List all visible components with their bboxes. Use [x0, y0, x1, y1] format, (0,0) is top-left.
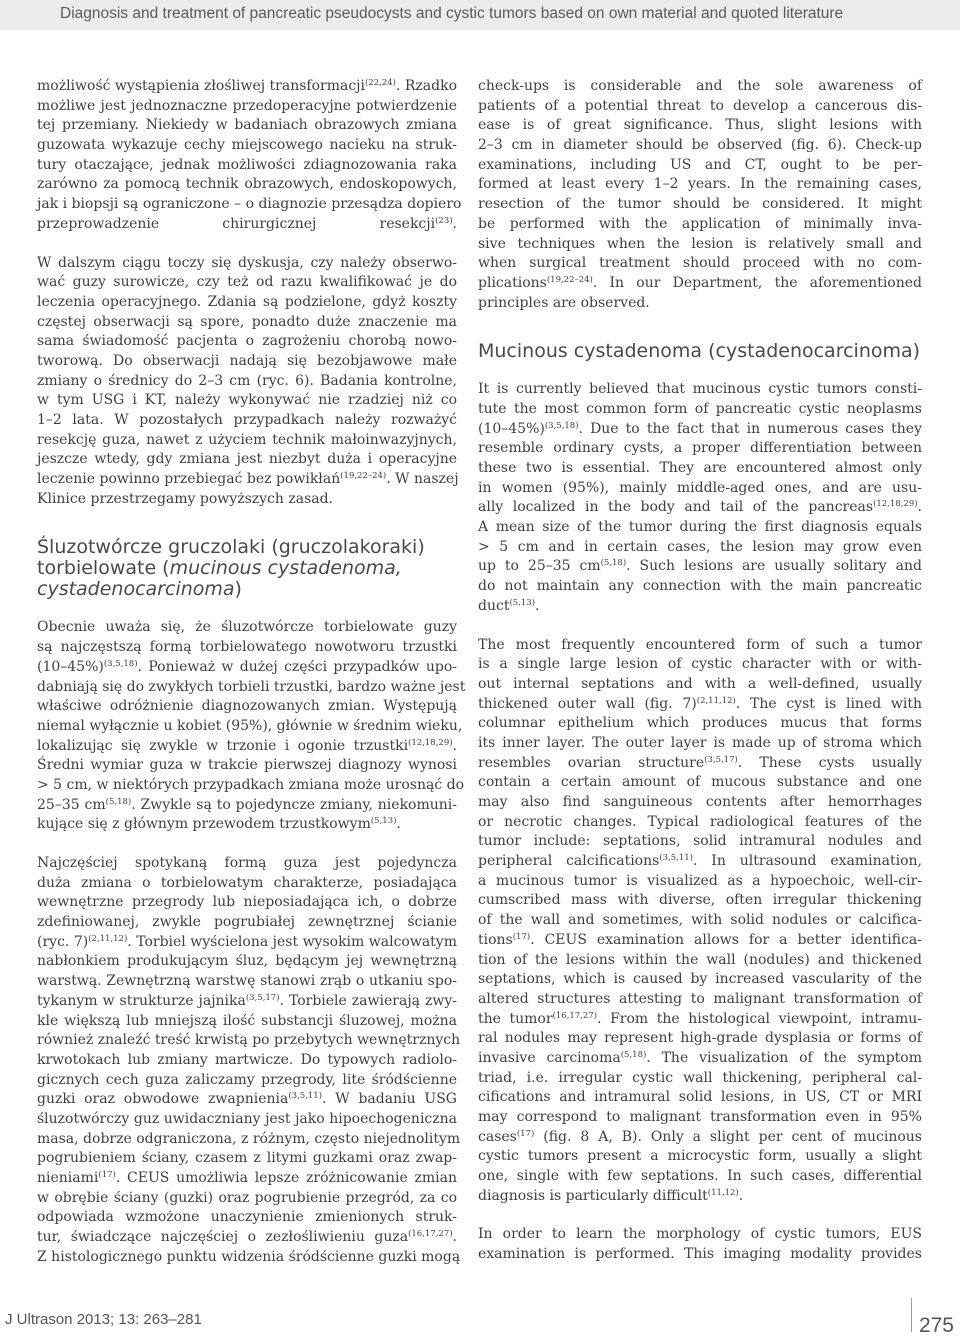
- text-segment: altered structures attesting to malignant transformation of: [478, 990, 922, 1007]
- text-segment: these two is essential. They are encountered almost only: [478, 460, 922, 476]
- text-line: [478, 911, 922, 931]
- text-line: [478, 156, 922, 176]
- heading-line: [37, 579, 457, 600]
- text-segment: kle większą lub mniejszą ilość substancji śluzowej, można: [37, 1012, 457, 1029]
- text-segment: It is currently believed that mucinous cystic tumors consti-: [478, 381, 922, 398]
- text-line: [478, 1108, 922, 1128]
- text-line: [478, 116, 922, 136]
- text-segment: .: [452, 737, 457, 754]
- text-line: [37, 776, 465, 796]
- text-segment: columnar epithelium which produces mucus that forms: [478, 715, 922, 732]
- citation-reference: (19,22–24): [340, 471, 387, 482]
- text-segment: możliwość wystąpienia złośliwej transformacji: [37, 78, 365, 94]
- text-line: [37, 697, 457, 717]
- text-segment: . CEUS examination allows for a better identifica-: [530, 931, 922, 948]
- text-line: [478, 1128, 922, 1148]
- text-segment: 1–2 lata. W pozostałych przypadkach należy rozważyć: [37, 412, 457, 428]
- left-column: [37, 77, 466, 1286]
- text-line: [478, 754, 922, 774]
- right-column: [478, 77, 922, 1284]
- text-line: [478, 793, 922, 813]
- text-segment: .: [917, 499, 922, 516]
- text-segment: (ryc. 7): [37, 933, 89, 950]
- text-segment: tion of the lesions within the wall (nodules) and thickened: [478, 951, 922, 968]
- text-segment: wewnętrzne przegrody lub nieposiadająca ich, o dobrze: [37, 894, 457, 911]
- text-line: [37, 116, 457, 136]
- text-segment: cystic tumors present a microcystic form, usually a slight: [478, 1148, 922, 1165]
- text-segment: kujące się z głównym przewodem trzustkowym: [37, 816, 371, 833]
- text-line: [37, 737, 457, 757]
- text-segment: .: [738, 1187, 744, 1204]
- text-segment: formed at least every 1–2 years. In the remaining cases,: [478, 176, 922, 193]
- heading-text-italic: mucinous cystadenoma,: [169, 557, 402, 580]
- text-line: [478, 380, 922, 400]
- text-segment: plications: [478, 274, 547, 291]
- text-line: [478, 714, 922, 734]
- text-segment: nieniami: [37, 1170, 99, 1186]
- text-line: [478, 557, 922, 577]
- text-segment: sive techniques when the lesion is relatively small and: [478, 235, 922, 252]
- text-line: [37, 293, 457, 313]
- text-segment: wać guzy surowicze, czy też od razu kwalifikować je do: [37, 274, 457, 291]
- text-line: [478, 235, 922, 255]
- text-segment: be performed with the application of minimally inva-: [478, 215, 922, 232]
- section-heading-polish: [37, 537, 457, 600]
- text-segment: tworową. Do obserwacji nadają się bezobjawowe małe: [37, 352, 457, 369]
- citation-reference: (12,18,29): [873, 499, 918, 510]
- text-line: [37, 796, 457, 816]
- journal-citation: J Ultrason 2013; 13: 263–281: [5, 1311, 202, 1328]
- text-segment: . Such lesions are usually solitary and: [626, 558, 922, 575]
- text-segment: gicznych cech guza zaliczamy przegrody, lite śródścienne: [37, 1071, 457, 1088]
- citation-reference: (16,17,27): [552, 1010, 598, 1021]
- text-line: [478, 577, 922, 597]
- text-segment: leczenie powinno przebiegać bez powikłań: [37, 471, 341, 488]
- text-segment: są najczęstszą formą torbielowatego nowotworu trzustki: [37, 639, 457, 656]
- text-line: [37, 658, 457, 678]
- citation-reference: (5,18): [620, 1049, 647, 1060]
- text-line: [478, 990, 922, 1010]
- text-line: [37, 1090, 457, 1110]
- text-segment: tumor include: septations, solid intramural nodules and: [478, 833, 922, 850]
- text-segment: .: [452, 1229, 457, 1246]
- text-segment: .: [452, 215, 457, 232]
- text-segment: nabłonkiem produkującym śluz, będącym jej wewnętrzną: [37, 953, 457, 970]
- text-line: [478, 1069, 922, 1089]
- text-segment: jeszcze wtedy, gdy zmiana jest niezbyt duża i operacyjne: [37, 451, 457, 468]
- text-line: [37, 391, 457, 411]
- text-segment: up to 25–35 cm: [478, 558, 601, 575]
- text-segment: contain a certain amount of mucous substance and one: [478, 774, 922, 791]
- text-segment: Z histologicznego punktu widzenia śródścienne guzki mogą: [37, 1248, 461, 1265]
- text-line: [478, 597, 922, 617]
- text-line: [478, 891, 922, 911]
- heading-text: torbielowate (: [37, 557, 170, 580]
- text-segment: > 5 cm and in certain cases, the lesion may grow even: [478, 538, 922, 555]
- text-segment: Obecnie uważa się, że śluzotwórcze torbielowate guzy: [37, 619, 457, 636]
- text-segment: tej przemiany. Niekiedy w badaniach obrazowych zmiana: [37, 117, 457, 134]
- text-line: [37, 490, 457, 510]
- text-line: [478, 1088, 922, 1108]
- text-segment: of the wall and sometimes, with solid nodules or calcifica-: [478, 912, 922, 929]
- text-segment: tykanym w strukturze jajnika: [37, 992, 246, 1009]
- text-line: [37, 913, 457, 933]
- text-line: [37, 1228, 457, 1248]
- paragraph: [37, 854, 461, 1267]
- text-segment: ease is of great significance. Thus, slight lesions with: [478, 117, 922, 134]
- text-line: [37, 450, 457, 470]
- text-segment: pogrubieniem ściany, czasem z litymi guzkami oraz zwap-: [37, 1150, 457, 1167]
- text-line: [37, 97, 457, 117]
- text-line: [37, 893, 457, 913]
- text-line: [478, 254, 922, 274]
- text-segment: jak i biopsji są ograniczone – o diagnozie przesądza dopiero: [37, 196, 462, 213]
- text-line: [37, 1149, 457, 1169]
- text-line: [37, 972, 457, 992]
- citation-reference: (17): [98, 1170, 116, 1180]
- text-line: [37, 1189, 457, 1209]
- text-line: [37, 1012, 457, 1032]
- citation-reference: (22,24): [364, 78, 396, 88]
- text-segment: resection of the tumor should be considered. It might: [478, 196, 922, 213]
- text-segment: ral nodules may represent high-grade dysplasia or forms of: [478, 1030, 922, 1047]
- text-line: [478, 400, 922, 420]
- text-line: [37, 352, 457, 372]
- text-segment: 25–35 cm: [37, 796, 106, 813]
- text-segment: > 5 cm, w niektórych przypadkach zmiana może urosnąć do: [37, 776, 465, 793]
- text-segment: odpowiada wzmożone unaczynienie zmienionych struk-: [37, 1209, 457, 1226]
- text-segment: dabniają się do zwykłych torbieli trzustki, bardzo ważne jest: [37, 678, 466, 695]
- text-segment: . Torbiele zawierają zwy-: [279, 992, 457, 1009]
- text-line: [37, 372, 457, 392]
- citation-reference: (12,18,29): [408, 737, 453, 748]
- text-segment: the tumor: [478, 1010, 553, 1027]
- text-segment: ally localized in the body and tail of the pancreas: [478, 499, 874, 516]
- text-segment: . Zwykle są to pojedyncze zmiany, niekomuni-: [131, 796, 457, 813]
- text-line: [37, 175, 457, 195]
- text-segment: masa, dobrze odgraniczona, z różnym, często niejednolitym: [37, 1130, 461, 1147]
- paragraph: [478, 636, 922, 1207]
- citation-reference: (3,5,18): [544, 420, 579, 431]
- text-segment: (fig. 8 A, B). Only a slight per cent of mucinous: [534, 1128, 922, 1145]
- heading-line: Mucinous cystadenoma (cystadenocarcinoma): [478, 340, 921, 363]
- citation-reference: (11,12): [707, 1187, 739, 1198]
- section-heading-english: [478, 341, 922, 362]
- text-line: [478, 518, 922, 538]
- text-line: [37, 854, 457, 874]
- text-line: [37, 77, 457, 97]
- heading-text-italic: cystadenocarcinoma: [37, 578, 235, 601]
- text-segment: możliwe jest jednoznaczne przedoperacyjne potwierdzenie: [37, 97, 457, 114]
- paragraph: [37, 77, 462, 235]
- text-segment: may also find sanguineous contents after hemorrhages: [478, 794, 922, 810]
- text-segment: diagnosis is particularly difficult: [478, 1187, 708, 1204]
- text-line: [37, 431, 457, 451]
- text-segment: niemal wyłącznie u kobiet (95%), głównie w średnim wieku,: [37, 717, 463, 734]
- text-segment: tury otaczające, jednak możliwości zdiagnozowania raka: [37, 156, 457, 173]
- citation-reference: (3,5,11): [659, 853, 693, 864]
- text-line: [478, 1167, 922, 1187]
- text-segment: śluzotwórczy guz uwidaczniany jest jako hipoechogeniczna: [37, 1110, 457, 1127]
- text-segment: peripheral calcifications: [478, 853, 660, 870]
- text-segment: is a single large lesion of cystic character with or with-: [478, 656, 922, 673]
- text-line: [478, 852, 922, 872]
- text-segment: w tym USG i KT, należy wykonywać nie rzadziej niż co: [37, 392, 457, 409]
- citation-reference: (23): [435, 215, 453, 226]
- text-segment: leczenia operacyjnego. Zdania są podzielone, gdyż koszty: [37, 293, 457, 310]
- text-segment: również znaleźć treść krwistą po przebytych wewnętrznych: [37, 1032, 461, 1049]
- text-line: [478, 951, 922, 971]
- text-segment: or necrotic changes. Typical radiological features of the: [478, 813, 922, 830]
- text-line: [478, 832, 922, 852]
- text-line: [478, 1049, 922, 1069]
- text-line: [478, 97, 922, 117]
- text-segment: . The cyst is lined with: [735, 695, 922, 712]
- citation-reference: (5,18): [105, 796, 132, 807]
- text-segment: duża zmiana o torbielowatym charakterze, posiadająca: [37, 874, 457, 891]
- text-segment: zdefiniowanej, zwykle pogrubiałej zewnętrznej ścianie: [37, 914, 457, 931]
- text-line: [478, 655, 922, 675]
- text-line: [478, 538, 922, 558]
- text-line: [37, 1169, 457, 1189]
- text-line: [478, 479, 922, 499]
- text-line: [478, 77, 922, 97]
- citation-reference: (5,13): [370, 816, 397, 827]
- text-segment: patients of a potential threat to develop a cancerous dis-: [478, 97, 922, 114]
- text-segment: do not maintain any connection with the main pancreatic: [478, 578, 922, 595]
- text-line: [37, 254, 457, 274]
- text-line: [37, 678, 466, 698]
- text-line: [478, 1245, 922, 1265]
- text-segment: . Torbiel wyścielona jest wysokim walcowatym: [127, 933, 457, 950]
- text-line: [37, 717, 463, 737]
- text-segment: . CEUS umożliwia lepsze zróżnicowanie zmian: [115, 1170, 457, 1186]
- text-segment: In order to learn the morphology of cystic tumors, EUS: [478, 1226, 922, 1243]
- citation-reference: (2,11,12): [88, 933, 128, 944]
- citation-reference: (19,22–24): [546, 274, 593, 285]
- text-segment: duct: [478, 597, 510, 614]
- text-line: [478, 195, 922, 215]
- text-segment: . In our Department, the aforementioned: [592, 274, 922, 291]
- text-segment: W dalszym ciągu toczy się dyskusja, czy należy obserwo-: [37, 254, 457, 271]
- text-line: [37, 215, 457, 235]
- text-segment: resemble ordinary cysts, a proper differentiation between: [478, 440, 922, 457]
- text-line: [478, 734, 922, 754]
- text-segment: resembles ovarian structure: [478, 754, 705, 771]
- text-line: [37, 273, 457, 293]
- text-line: [37, 815, 457, 835]
- text-line: [478, 675, 922, 695]
- text-segment: w obrębie ściany (guzki) oraz pogrubienie przegród, za co: [37, 1189, 457, 1206]
- text-segment: . Ponieważ w dużej części przypadków upo-: [137, 658, 457, 675]
- text-line: [37, 156, 457, 176]
- citation-reference: (2,11,12): [696, 695, 736, 706]
- text-segment: warstwą. Zewnętrzną warstwę stanowi zrąb o utkaniu spo-: [37, 973, 457, 990]
- paragraph: [37, 618, 466, 835]
- text-segment: invasive carcinoma: [478, 1049, 621, 1066]
- text-segment: właściwe odróżnienie diagnozowanych zmian. Występują: [37, 698, 457, 715]
- text-line: [478, 773, 922, 793]
- heading-text: ): [234, 578, 242, 601]
- text-line: [478, 1029, 922, 1049]
- text-line: [478, 294, 922, 314]
- text-segment: sama świadomość pacjenta o zagrożeniu chorobą nowo-: [37, 333, 457, 350]
- text-segment: Najczęściej spotykaną formą guza jest pojedyncza: [37, 855, 457, 871]
- heading-line: Śluzotwórcze gruczolaki (gruczolakoraki): [37, 536, 425, 559]
- text-line: [478, 1147, 922, 1167]
- text-line: [478, 136, 922, 156]
- paragraph: [478, 1225, 922, 1264]
- text-line: [478, 695, 922, 715]
- text-line: [37, 756, 457, 776]
- text-segment: tur, świadczące najczęściej o zezłośliwieniu guza: [37, 1229, 409, 1246]
- paragraph: [478, 77, 922, 313]
- text-line: [478, 498, 922, 518]
- citation-reference: (5,13): [509, 597, 536, 608]
- text-line: [37, 136, 457, 156]
- text-segment: . From the histological viewpoint, intramu-: [597, 1010, 923, 1027]
- text-line: [37, 470, 457, 490]
- citation-reference: (16,17,27): [408, 1229, 453, 1240]
- text-line: [478, 931, 922, 951]
- text-line: [37, 1248, 461, 1268]
- citation-reference: (3,5,11): [288, 1091, 323, 1102]
- text-segment: . These cysts usually: [737, 754, 922, 771]
- text-line: [37, 332, 457, 352]
- citation-reference: (3,5,17): [704, 754, 738, 765]
- text-line: [37, 411, 457, 431]
- text-segment: . Rzadko: [395, 78, 457, 94]
- text-line: [478, 175, 922, 195]
- running-header: [0, 0, 960, 30]
- text-line: [478, 1225, 922, 1245]
- text-line: [37, 195, 462, 215]
- text-line: [37, 313, 457, 333]
- text-segment: lokalizując się zwykle w trzonie i ogonie trzustki: [37, 737, 409, 754]
- text-line: [37, 1130, 461, 1150]
- text-line: [478, 970, 922, 990]
- text-segment: triad, i.e. irregular cystic wall thickening, peripheral cal-: [478, 1069, 922, 1086]
- text-line: [478, 439, 922, 459]
- text-segment: resekcję guza, nawet z użyciem technik małoinwazyjnych,: [37, 431, 457, 448]
- text-segment: krwotokach lub zmiany martwicze. Do typowych radiolo-: [37, 1051, 457, 1068]
- text-line: [478, 215, 922, 235]
- text-segment: thickened outer wall (fig. 7): [478, 695, 697, 712]
- text-line: [478, 1187, 922, 1207]
- text-line: [37, 1031, 461, 1051]
- text-segment: zmiany o średnicy do 2–3 cm (ryc. 6). Badania kontrolne,: [37, 372, 457, 389]
- citation-reference: (17): [512, 931, 531, 942]
- text-segment: (10–45%): [478, 420, 545, 437]
- text-segment: Klinice przestrzegamy powyższych zasad.: [37, 490, 334, 507]
- text-line: [37, 1110, 457, 1130]
- text-segment: częstej obserwacji są spore, ponadto duże znaczenie ma: [37, 313, 457, 330]
- page-number: 275: [918, 1314, 954, 1337]
- text-segment: one, single with few septations. In such cases, differential: [478, 1168, 922, 1185]
- text-segment: principles are observed.: [478, 294, 650, 311]
- text-line: [37, 618, 457, 638]
- text-segment: guzki oraz obwodowe zwapnienia: [37, 1091, 289, 1108]
- paragraph: [37, 254, 457, 510]
- text-line: [37, 992, 457, 1012]
- text-segment: when surgical treatment should proceed with no com-: [478, 255, 922, 272]
- text-segment: . W badaniu USG: [322, 1091, 457, 1108]
- text-segment: guzowata wykazuje cechy miejscowego nacieku na struk-: [37, 137, 457, 154]
- text-segment: a mucinous tumor is visualized as a hypoechoic, well-cir-: [478, 872, 922, 889]
- text-segment: . In ultrasound examination,: [692, 853, 922, 870]
- text-segment: zarówno za pomocą technik obrazowych, endoskopowych,: [37, 176, 457, 193]
- citation-reference: (3,5,18): [103, 658, 138, 669]
- text-line: [37, 952, 457, 972]
- text-line: [478, 1010, 922, 1030]
- text-line: [478, 274, 922, 294]
- text-segment: in women (95%), mainly middle-aged ones, and are usu-: [478, 479, 922, 496]
- text-line: [478, 459, 922, 479]
- text-segment: (10–45%): [37, 658, 104, 675]
- text-segment: .: [535, 597, 540, 614]
- text-segment: tute the most common form of pancreatic cystic neoplasms: [478, 400, 922, 417]
- text-segment: przeprowadzenie chirurgicznej resekcji: [37, 215, 436, 232]
- text-line: [37, 933, 457, 953]
- citation-reference: (5,18): [600, 558, 627, 569]
- text-line: [37, 1208, 457, 1228]
- text-line: [478, 813, 922, 833]
- citation-reference: (17): [516, 1128, 535, 1139]
- text-segment: check-ups is considerable and the sole awareness of: [478, 78, 922, 94]
- text-segment: cases: [478, 1128, 517, 1145]
- text-segment: may correspond to malignant transformation even in 95%: [478, 1109, 922, 1125]
- text-segment: The most frequently encountered form of such a tumor: [478, 636, 922, 653]
- text-line: [37, 1071, 457, 1091]
- text-line: [478, 636, 922, 656]
- text-segment: cifications and intramural solid lesions, in US, CT or MRI: [478, 1089, 922, 1106]
- text-line: [478, 420, 922, 440]
- text-segment: Średni wymiar guza w trakcie pierwszej diagnozy wynosi: [37, 757, 457, 774]
- paragraph: [478, 380, 922, 616]
- text-segment: . Due to the fact that in numerous cases they: [578, 420, 922, 437]
- text-segment: . W naszej: [386, 471, 459, 488]
- text-line: [478, 872, 922, 892]
- text-line: [37, 1051, 457, 1071]
- text-segment: examination is performed. This imaging modality provides: [478, 1246, 922, 1263]
- text-segment: tions: [478, 931, 513, 948]
- citation-reference: (3,5,17): [245, 992, 280, 1003]
- text-segment: .: [396, 816, 401, 833]
- header-title: Diagnosis and treatment of pancreatic pseudocysts and cystic tumors based on own material and quoted literature: [60, 5, 844, 22]
- text-line: [37, 874, 457, 894]
- text-segment: examinations, including US and CT, ought to be per-: [478, 156, 922, 173]
- heading-line: [37, 558, 457, 579]
- text-line: [37, 638, 457, 658]
- text-segment: cumscribed mass with diverse, often irregular thickening: [478, 892, 922, 909]
- text-segment: its inner layer. The outer layer is made up of stroma which: [478, 734, 922, 751]
- text-segment: A mean size of the tumor during the first diagnosis equals: [478, 519, 922, 536]
- text-segment: . The visualization of the symptom: [646, 1049, 923, 1066]
- text-segment: 2–3 cm in diameter should be observed (fig. 6). Check-up: [478, 137, 922, 154]
- text-segment: septations, which is caused by increased vascularity of the: [478, 971, 922, 988]
- text-segment: out internal septations and with a well-defined, usually: [478, 675, 922, 692]
